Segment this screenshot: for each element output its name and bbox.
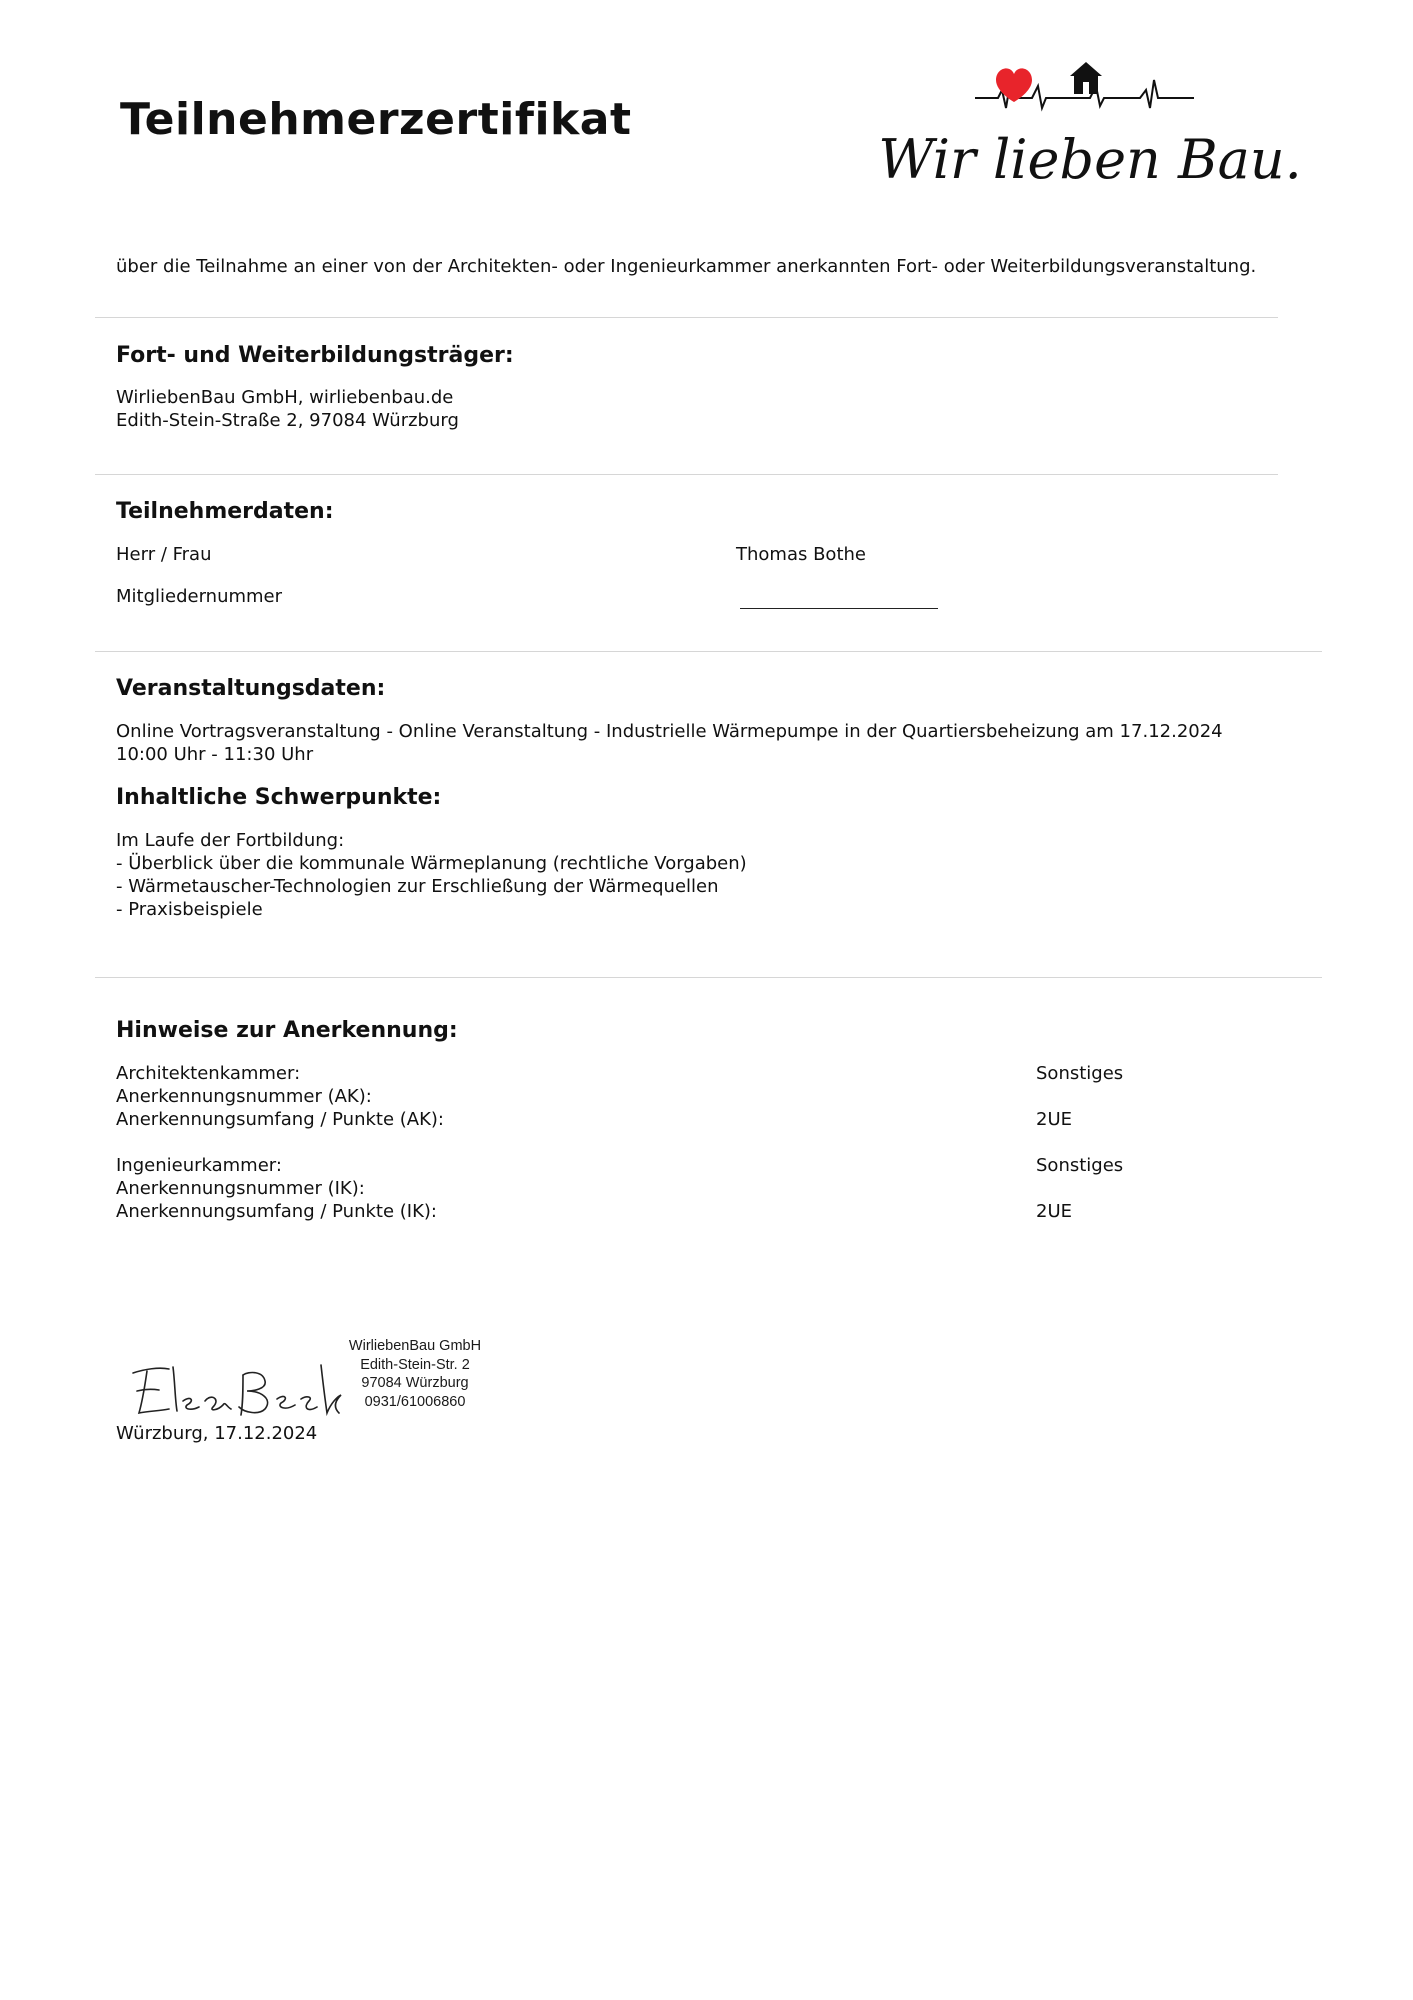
ik-scope-label: Anerkennungsumfang / Punkte (IK): xyxy=(116,1201,437,1222)
divider xyxy=(95,474,1278,475)
focus-line: - Praxisbeispiele xyxy=(116,899,263,920)
ak-chamber-label: Architektenkammer: xyxy=(116,1063,301,1084)
event-line-2: 10:00 Uhr - 11:30 Uhr xyxy=(116,744,314,765)
focus-line: - Wärmetauscher-Technologien zur Erschließung der Wärmequellen xyxy=(116,876,719,897)
page-title: Teilnehmerzertifikat xyxy=(120,94,632,145)
ak-scope-label: Anerkennungsumfang / Punkte (AK): xyxy=(116,1109,444,1130)
stamp-line: 0931/61006860 xyxy=(364,1393,466,1410)
focus-heading: Inhaltliche Schwerpunkte: xyxy=(116,785,442,810)
member-number-label: Mitgliedernummer xyxy=(116,586,283,607)
participant-name: Thomas Bothe xyxy=(736,544,866,565)
house-icon xyxy=(1070,62,1102,94)
logo-text: Wir lieben Bau. xyxy=(878,128,1302,191)
divider xyxy=(95,977,1322,978)
salutation-label: Herr / Frau xyxy=(116,544,212,565)
stamp-line: 97084 Würzburg xyxy=(361,1375,469,1391)
member-number-blank xyxy=(740,608,938,609)
intro-text: über die Teilnahme an einer von der Architekten- oder Ingenieurkammer anerkannten Fort- oder Weiterbildungsveranstaltung. xyxy=(116,256,1257,277)
event-line-1: Online Vortragsveranstaltung - Online Veranstaltung - Industrielle Wärmepumpe in der Quartiersbeheizung am 17.12.2024 xyxy=(116,721,1223,742)
company-stamp xyxy=(330,1337,500,1411)
ak-number-label: Anerkennungsnummer (AK): xyxy=(116,1086,372,1107)
ik-chamber-label: Ingenieurkammer: xyxy=(116,1155,282,1176)
ik-number-label: Anerkennungsnummer (IK): xyxy=(116,1178,365,1199)
focus-line: Im Laufe der Fortbildung: xyxy=(116,830,345,851)
ak-chamber-value: Sonstiges xyxy=(1036,1063,1124,1084)
provider-line-1: WirliebenBau GmbH, wirliebenbau.de xyxy=(116,387,454,408)
stamp-line: WirliebenBau GmbH xyxy=(348,1338,482,1354)
stamp-line: Edith-Stein-Str. 2 xyxy=(360,1356,470,1373)
recognition-heading: Hinweise zur Anerkennung: xyxy=(116,1018,458,1043)
focus-line: - Überblick über die kommunale Wärmeplanung (rechtliche Vorgaben) xyxy=(116,853,747,874)
provider-line-2: Edith-Stein-Straße 2, 97084 Würzburg xyxy=(116,410,459,431)
place-date: Würzburg, 17.12.2024 xyxy=(116,1423,318,1444)
divider xyxy=(95,651,1322,652)
provider-heading: Fort- und Weiterbildungsträger: xyxy=(116,343,514,368)
divider xyxy=(95,317,1278,318)
ak-scope-value: 2UE xyxy=(1036,1109,1072,1130)
ik-chamber-value: Sonstiges xyxy=(1036,1155,1124,1176)
participant-heading: Teilnehmerdaten: xyxy=(116,499,334,524)
heart-icon xyxy=(996,68,1032,102)
wir-lieben-bau-logo xyxy=(878,50,1302,200)
ik-scope-value: 2UE xyxy=(1036,1201,1072,1222)
event-heading: Veranstaltungsdaten: xyxy=(116,676,386,701)
handwritten-signature xyxy=(125,1355,345,1425)
